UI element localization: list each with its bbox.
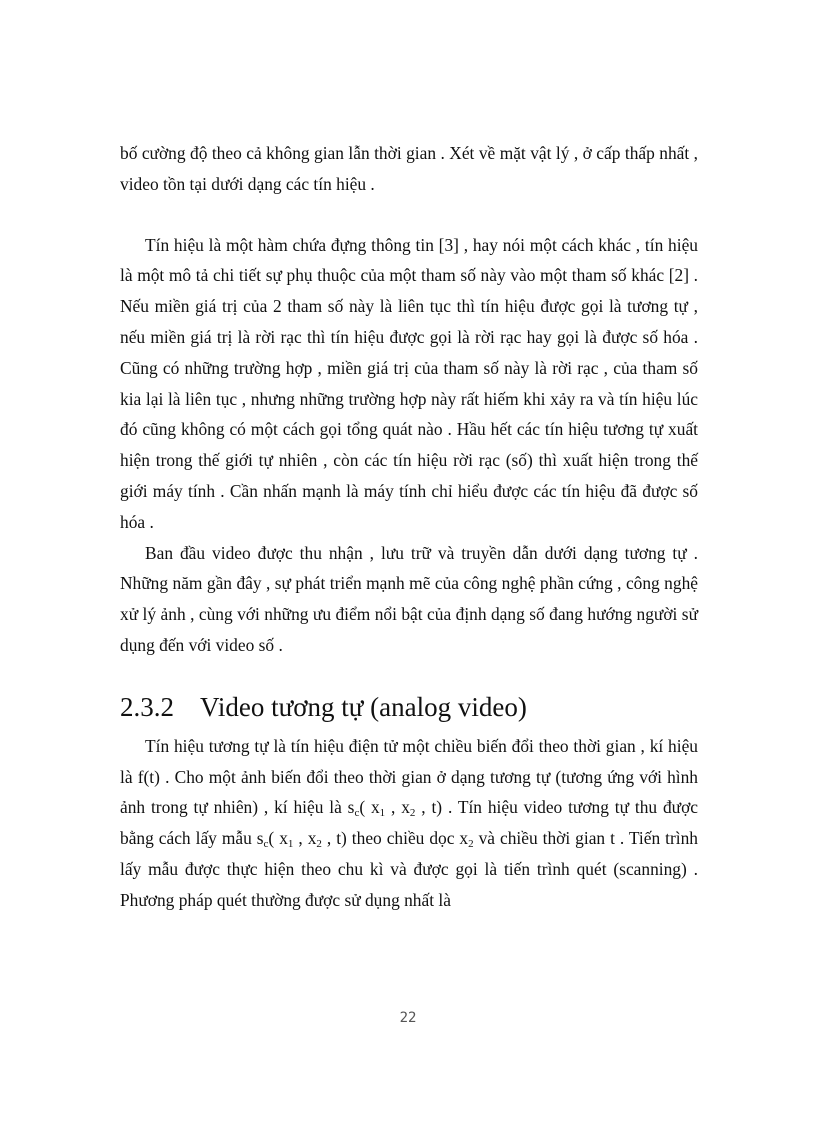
text-run: , x: [293, 828, 317, 849]
text-run: Tín hiệu tương tự là tín hiệu điện tử một chiều biến đổi theo thời gian , kí hiệu là f(t) . Cho một ảnh biến đổi theo thời gian ở dạng tương tự (tương ứng với hình ảnh trong tự nhiên) , kí hiệu là s: [120, 735, 698, 818]
text-run: , x: [385, 797, 410, 818]
section-title: Video tương tự (analog video): [200, 691, 527, 722]
subscript: 1: [287, 838, 294, 851]
page-body: [120, 138, 698, 916]
text-run: , t) theo chiều dọc x: [321, 828, 469, 849]
text-run: , t) . Tín hiệu video tương tự thu được bằng cách lấy mẫu s: [120, 797, 698, 849]
paragraph-analog-video: [120, 731, 698, 916]
section-heading: [120, 689, 698, 725]
paragraph-continuation: bố cường độ theo cả không gian lẫn thời gian . Xét về mặt vật lý , ở cấp thấp nhất , video tồn tại dưới dạng các tín hiệu .: [120, 143, 698, 194]
text-run: ( x: [268, 828, 288, 849]
subscript: c: [354, 807, 360, 820]
subscript: 2: [316, 838, 322, 851]
subscript: 2: [468, 838, 474, 851]
subscript: 2: [409, 807, 416, 820]
text-run: và chiều thời gian t . Tiến trình lấy mẫu được thực hiện theo chu kì và được gọi là tiến trình quét (scanning) . Phương pháp quét thường được sử dụng nhất là: [120, 828, 698, 910]
subscript: 1: [379, 807, 386, 820]
paragraph-analog-to-digital: Ban đầu video được thu nhận , lưu trữ và truyền dẫn dưới dạng tương tự . Những năm gần đây , sự phát triển mạnh mẽ của công nghệ phần cứng , công nghệ xử lý ảnh , cùng với những ưu điểm nổi bật của định dạng số đang hướng người sử dụng đến với video số .: [120, 542, 698, 655]
paragraph-signal-definition: Tín hiệu là một hàm chứa đựng thông tin [3] , hay nói một cách khác , tín hiệu là một mô tả chi tiết sự phụ thuộc của một tham số này vào một tham số khác [2] . Nếu miền giá trị của 2 tham số này là liên tục thì tín hiệu được gọi là tương tự , nếu miền giá trị là rời rạc thì tín hiệu được gọi là rời rạc hay gọi là được số hóa . Cũng có những trường hợp , miền giá trị của tham số này là rời rạc , của tham số kia lại là liên tục , nhưng những trường hợp này rất hiếm khi xảy ra và tín hiệu lúc đó cũng không có một cách gọi tổng quát nào . Hầu hết các tín hiệu tương tự xuất hiện trong thế giới tự nhiên , còn các tín hiệu rời rạc (số) thì xuất hiện trong thế giới máy tính . Cần nhấn mạnh là máy tính chỉ hiểu được các tín hiệu đã được số hóa .: [120, 234, 698, 532]
page-number: 22: [399, 1010, 417, 1026]
text-run: ( x: [359, 797, 380, 818]
paragraph-gap: [120, 200, 698, 230]
subscript: c: [263, 838, 269, 851]
section-number: 2.3.2: [120, 691, 174, 722]
